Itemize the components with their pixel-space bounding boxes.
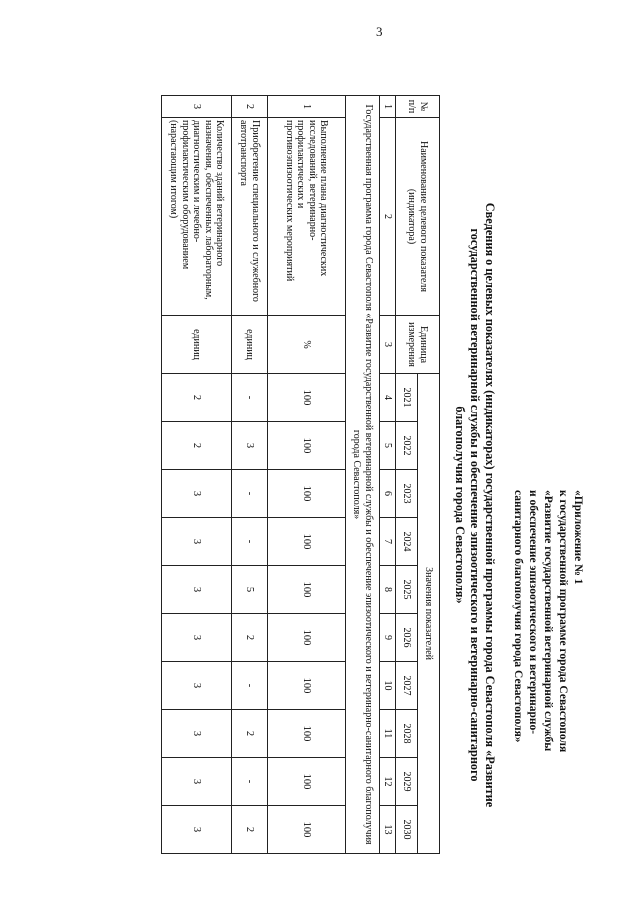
- column-index: 5: [380, 422, 396, 470]
- indicator-value: 2: [232, 710, 268, 758]
- column-index: 6: [380, 470, 396, 518]
- title-line: благополучия города Севастополя»: [453, 406, 467, 604]
- indicator-name: Приобретение специального и служебного автотранспорта: [232, 118, 268, 316]
- column-index: 12: [380, 758, 396, 806]
- title-line: Сведения о целевых показателях (индикаторах) государственной программы города Севастополя «Развитие: [483, 202, 497, 808]
- column-index: 13: [380, 806, 396, 854]
- indicator-value: 3: [162, 710, 232, 758]
- indicator-value: 5: [232, 566, 268, 614]
- year-header: 2021: [396, 374, 418, 422]
- indicator-value: 3: [162, 758, 232, 806]
- indicator-unit: %: [268, 316, 346, 374]
- column-index: 8: [380, 566, 396, 614]
- appendix-line: санитарного благополучия города Севастополя»: [512, 490, 524, 743]
- indicator-value: 100: [268, 710, 346, 758]
- header-row: [418, 96, 440, 854]
- column-index: 2: [380, 118, 396, 316]
- indicator-value: 2: [162, 422, 232, 470]
- year-header: 2026: [396, 614, 418, 662]
- indicator-value: -: [232, 758, 268, 806]
- indicator-value: 3: [232, 422, 268, 470]
- year-header: 2022: [396, 422, 418, 470]
- header-values-group: Значения показателей: [418, 374, 440, 854]
- indicator-value: 2: [232, 614, 268, 662]
- indicator-value: 100: [268, 422, 346, 470]
- indicators-table: [161, 95, 440, 854]
- year-header: 2028: [396, 710, 418, 758]
- year-header: 2025: [396, 566, 418, 614]
- rotated-landscape-content: [168, 55, 615, 855]
- title-line: государственной ветеринарной службы и обеспечение эпизоотического и ветеринарно-санитарного: [468, 228, 482, 782]
- column-index: 7: [380, 518, 396, 566]
- indicator-value: 3: [162, 518, 232, 566]
- indicator-value: -: [232, 518, 268, 566]
- indicator-value: 100: [268, 374, 346, 422]
- year-header: 2027: [396, 662, 418, 710]
- page-number: 3: [376, 24, 383, 39]
- year-header: 2030: [396, 806, 418, 854]
- column-index-row: [380, 96, 396, 854]
- appendix-line: к государственной программе города Севастополя: [557, 490, 569, 753]
- indicator-value: 2: [162, 374, 232, 422]
- column-index: 10: [380, 662, 396, 710]
- appendix-heading: [510, 490, 585, 752]
- indicator-value: -: [232, 470, 268, 518]
- program-name: Государственная программа города Севастополя «Развитие государственной ветеринарной службы и обеспечение эпизоотического и ветеринарно-санитарного благополучия города Севастополя»: [346, 96, 380, 854]
- indicator-value: 3: [162, 662, 232, 710]
- header-num: № п/п: [396, 96, 440, 118]
- indicator-name: Выполнение плана диагностических исследований, ветеринарно-профилактических и противоэпизоотических мероприятий: [268, 118, 346, 316]
- row-num: 3: [162, 96, 232, 118]
- year-header: 2024: [396, 518, 418, 566]
- year-header: 2029: [396, 758, 418, 806]
- indicator-value: 100: [268, 518, 346, 566]
- appendix-line: «Приложение № 1: [572, 490, 584, 585]
- indicator-name: Количество зданий ветеринарного назначения, обеспеченных лабораторным, диагностическим и лечебно-профилактическим оборудованием (нарастающим итогом): [162, 118, 232, 316]
- indicator-value: 100: [268, 470, 346, 518]
- indicator-value: 3: [162, 806, 232, 854]
- column-index: 4: [380, 374, 396, 422]
- appendix-line: и обеспечение эпизоотического и ветеринарно-: [527, 490, 539, 735]
- indicator-value: 100: [268, 662, 346, 710]
- row-num: 1: [268, 96, 346, 118]
- indicator-value: -: [232, 662, 268, 710]
- indicator-value: 3: [162, 614, 232, 662]
- document-title: [452, 195, 497, 815]
- indicator-value: 3: [162, 566, 232, 614]
- table-row: [268, 96, 346, 854]
- indicator-value: 100: [268, 806, 346, 854]
- column-index: 3: [380, 316, 396, 374]
- indicator-unit: единиц: [162, 316, 232, 374]
- indicator-value: 100: [268, 614, 346, 662]
- column-index: 9: [380, 614, 396, 662]
- table-row: [232, 96, 268, 854]
- header-name: Наименование целевого показателя (индикатора): [396, 118, 440, 316]
- indicator-value: -: [232, 374, 268, 422]
- indicator-value: 100: [268, 758, 346, 806]
- indicator-unit: единиц: [232, 316, 268, 374]
- column-index: 1: [380, 96, 396, 118]
- indicator-value: 3: [162, 470, 232, 518]
- column-index: 11: [380, 710, 396, 758]
- row-num: 2: [232, 96, 268, 118]
- header-unit: Единица измерения: [396, 316, 440, 374]
- indicator-value: 2: [232, 806, 268, 854]
- appendix-line: «Развитие государственной ветеринарной службы: [542, 490, 554, 752]
- table-row: [162, 96, 232, 854]
- year-header: 2023: [396, 470, 418, 518]
- program-row: [346, 96, 380, 854]
- indicator-value: 100: [268, 566, 346, 614]
